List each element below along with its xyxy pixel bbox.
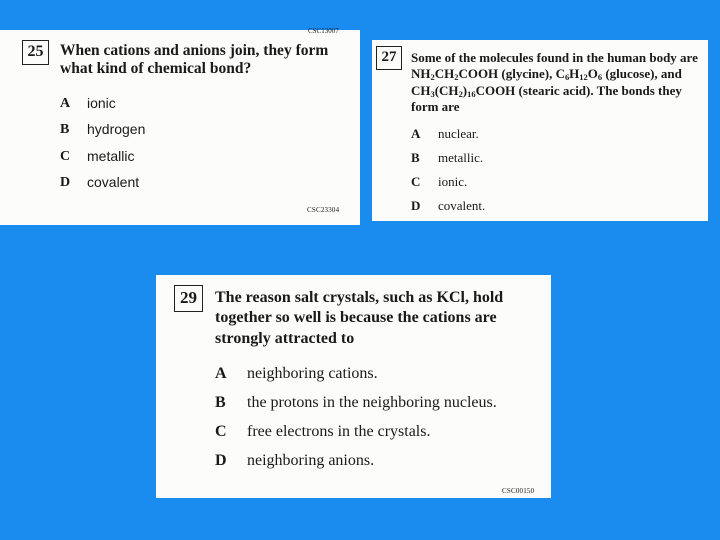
option-text: hydrogen [87,121,146,137]
option-text: free electrons in the crystals. [247,423,431,440]
question-text: When cations and anions join, they form what kind of chemical bond? [60,42,329,78]
item-code: CSC00150 [502,487,535,495]
option-text: metallic [87,148,135,164]
option-text: covalent [87,174,140,190]
item-code: CSC23304 [307,206,340,214]
option-text: ionic [87,95,116,111]
option-text: neighboring cations. [247,365,378,382]
option-text: covalent. [438,198,486,213]
question-text: Some of the molecules found in the human body are $NH_2CH_2COOH$ (glycine), $C_6H_{12}O_6$ (glucose), and $CH_3(CH_2)_{16}COOH$ (stearic acid). The bonds they form are [411,50,698,114]
option-text: nuclear. [438,126,479,141]
option-letter: C [215,423,227,440]
question-card-27 [372,40,708,221]
question-number: 29 [174,285,203,312]
option-letter: B [411,150,420,165]
option-letter: C [411,174,421,189]
option-text: neighboring anions. [247,452,375,469]
option-text: the protons in the neighboring nucleus. [247,394,497,411]
question-number: 25 [22,40,49,65]
question-text: The reason salt crystals, such as KCl, hold together so well is because the cations are strongly attracted to [215,289,504,347]
option-letter: D [411,198,421,213]
option-letter: C [60,149,71,164]
item-code-top: CSC13007 [308,27,339,35]
question-number: 27 [376,46,402,70]
option-text: ionic. [438,174,468,189]
option-text: metallic. [438,150,484,165]
question-card-25 [0,27,360,225]
option-letter: A [411,126,421,141]
option-letter: D [60,175,71,190]
option-letter: B [60,122,70,137]
option-letter: A [215,365,227,382]
option-letter: A [60,96,71,111]
option-letter: D [215,452,227,469]
question-card-29 [156,275,551,498]
option-letter: B [215,394,226,411]
